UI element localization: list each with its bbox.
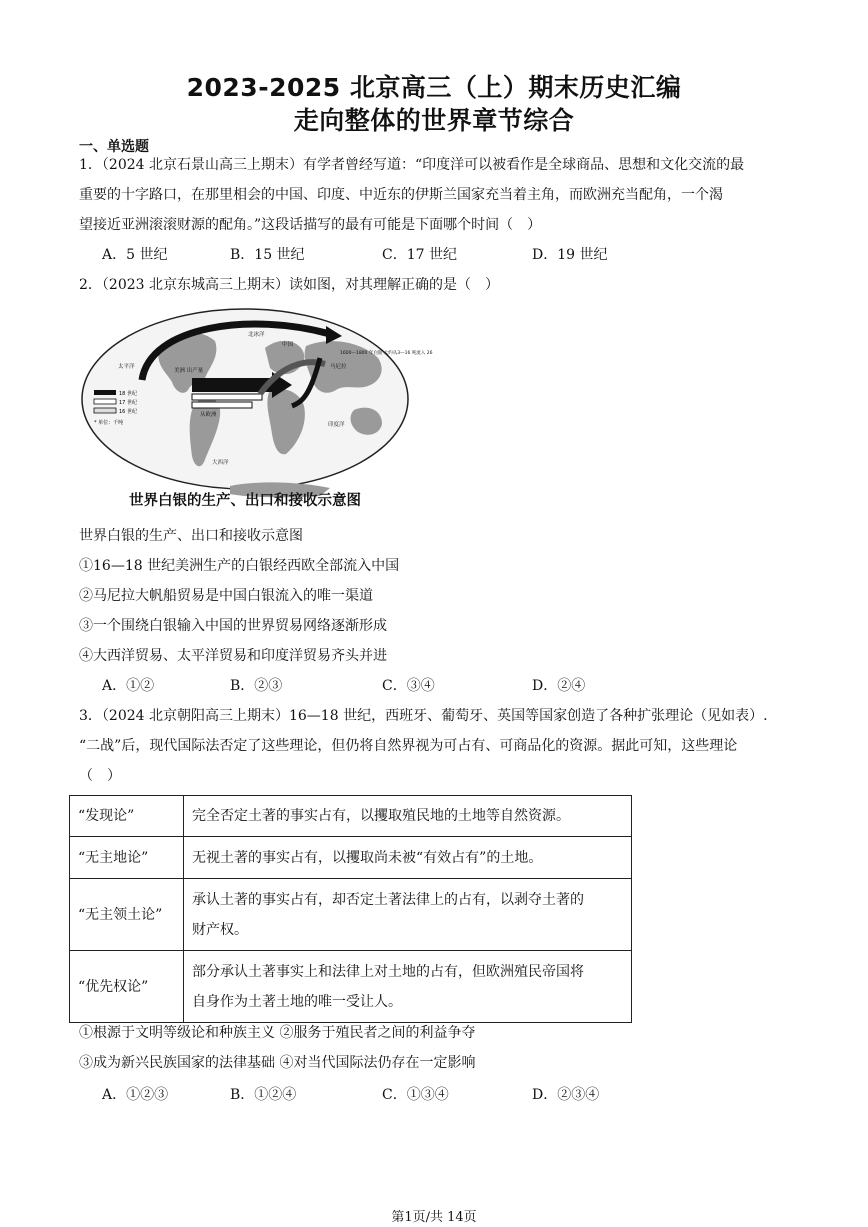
q2-caption-text: 世界白银的生产、出口和接收示意图 — [79, 528, 303, 544]
q3-option-b: B．①②④ — [230, 1087, 297, 1103]
q3-option-a: A．①②③ — [102, 1087, 169, 1103]
label-americas: 美洲 出产量 — [174, 368, 204, 374]
table-row — [70, 879, 632, 951]
theory-name: “无主地论” — [70, 837, 184, 879]
q2-option-c: C．③④ — [382, 678, 435, 694]
world-map-figure — [80, 306, 433, 516]
label-arctic: 北冰洋 — [248, 332, 265, 338]
q2-options — [102, 671, 585, 701]
q1-option-d: D．19 世纪 — [532, 247, 608, 263]
q3-stem-line2: “二战”后，现代国际法否定了这些理论，但仍将自然界视为可占有、可商品化的资源。据此可知，这些理论 — [79, 738, 738, 754]
label-indian: 印度洋 — [328, 422, 345, 428]
q2-option-b: B．②③ — [230, 678, 283, 694]
legend-18c: 18 世纪 — [119, 391, 137, 397]
theory-desc: 无视土著的事实占有，以攫取尚未被“有效占有”的土地。 — [184, 837, 632, 879]
table-row — [70, 951, 632, 1023]
theory-name: “无主领土论” — [70, 879, 184, 951]
q3-statement-line2: ③成为新兴民族国家的法律基础 ④对当代国际法仍存在一定影响 — [79, 1055, 476, 1071]
q2-stem: 2．（2023 北京东城高三上期末）读如图，对其理解正确的是（ ） — [79, 277, 499, 293]
table-row — [70, 796, 632, 837]
q3-stem-line1: 3．（2024 北京朝阳高三上期末）16—18 世纪，西班牙、葡萄牙、英国等国家创造了各种扩张理论（见如表）. — [79, 708, 768, 724]
page-footer: 第1页/共 14页 — [391, 1210, 477, 1225]
section-heading: 一、单选题 — [79, 139, 149, 155]
label-pacific-left: 太平洋 — [118, 364, 135, 370]
q2-statement-3: ③一个围绕白银输入中国的世界贸易网络逐渐形成 — [79, 618, 387, 634]
q2-option-a: A．①② — [102, 678, 155, 694]
label-europe: 从欧洲 — [200, 412, 217, 418]
theory-name: “发现论” — [70, 796, 184, 837]
legend-unit: * 单位：千吨 — [94, 420, 124, 426]
q3-options — [102, 1080, 599, 1110]
q1-options — [102, 240, 608, 270]
expansion-theory-table — [69, 795, 632, 1023]
legend-17c: 17 世纪 — [119, 400, 137, 406]
document-title-line2: 走向整体的世界章节综合 — [293, 106, 575, 135]
q3-stem-line3: （ ） — [79, 768, 121, 784]
q1-option-b: B．15 世纪 — [230, 247, 305, 263]
document-title-line1: 2023-2025 北京高三（上）期末历史汇编 — [186, 73, 682, 102]
label-manila: 马尼拉 — [330, 364, 347, 370]
silver-trade-map — [80, 306, 433, 516]
q1-stem-line3: 望接近亚洲滚滚财源的配角。”这段话描写的最有可能是下面哪个时间（ ） — [79, 217, 542, 233]
label-china: 中国 — [282, 342, 294, 348]
theory-desc: 完全否定土著的事实占有，以攫取殖民地的土地等自然资源。 — [184, 796, 632, 837]
legend-16c: 16 世纪 — [119, 409, 137, 415]
theory-desc: 部分承认土著事实上和法律上对土地的占有，但欧洲殖民帝国将 自身作为土著土地的唯一受让人。 — [184, 951, 632, 1023]
q1-stem-line2: 重要的十字路口，在那里相会的中国、印度、中近东的伊斯兰国家充当着主角，而欧洲充当配角，一个渴 — [79, 187, 723, 203]
q1-option-c: C．17 世纪 — [382, 247, 457, 263]
table-row — [70, 837, 632, 879]
q3-option-c: C．①③④ — [382, 1087, 449, 1103]
theory-name: “优先权论” — [70, 951, 184, 1023]
q2-statement-1: ①16—18 世纪美洲生产的白银经西欧全部流入中国 — [79, 558, 400, 574]
q1-stem-line1: 1．（2024 北京石景山高三上期末）有学者曾经写道：“印度洋可以被看作是全球商品、思想和文化交流的最 — [79, 157, 745, 173]
q2-option-d: D．②④ — [532, 678, 586, 694]
q2-statement-2: ②马尼拉大帆船贸易是中国白银流入的唯一渠道 — [79, 588, 373, 604]
label-note: 1600—1800 年白银 大约从3—16 吨流入 26 — [340, 351, 433, 356]
q3-option-d: D．②③④ — [532, 1087, 600, 1103]
theory-desc: 承认土著的事实占有，却否定土著法律上的占有，以剥夺土著的 财产权。 — [184, 879, 632, 951]
q3-statement-line1: ①根源于文明等级论和种族主义 ②服务于殖民者之间的利益争夺 — [79, 1025, 476, 1041]
q2-statement-4: ④大西洋贸易、太平洋贸易和印度洋贸易齐头并进 — [79, 648, 387, 664]
map-caption: 世界白银的生产、出口和接收示意图 — [129, 493, 361, 509]
q1-option-a: A．5 世纪 — [102, 247, 168, 263]
label-atlantic: 大西洋 — [212, 460, 229, 466]
